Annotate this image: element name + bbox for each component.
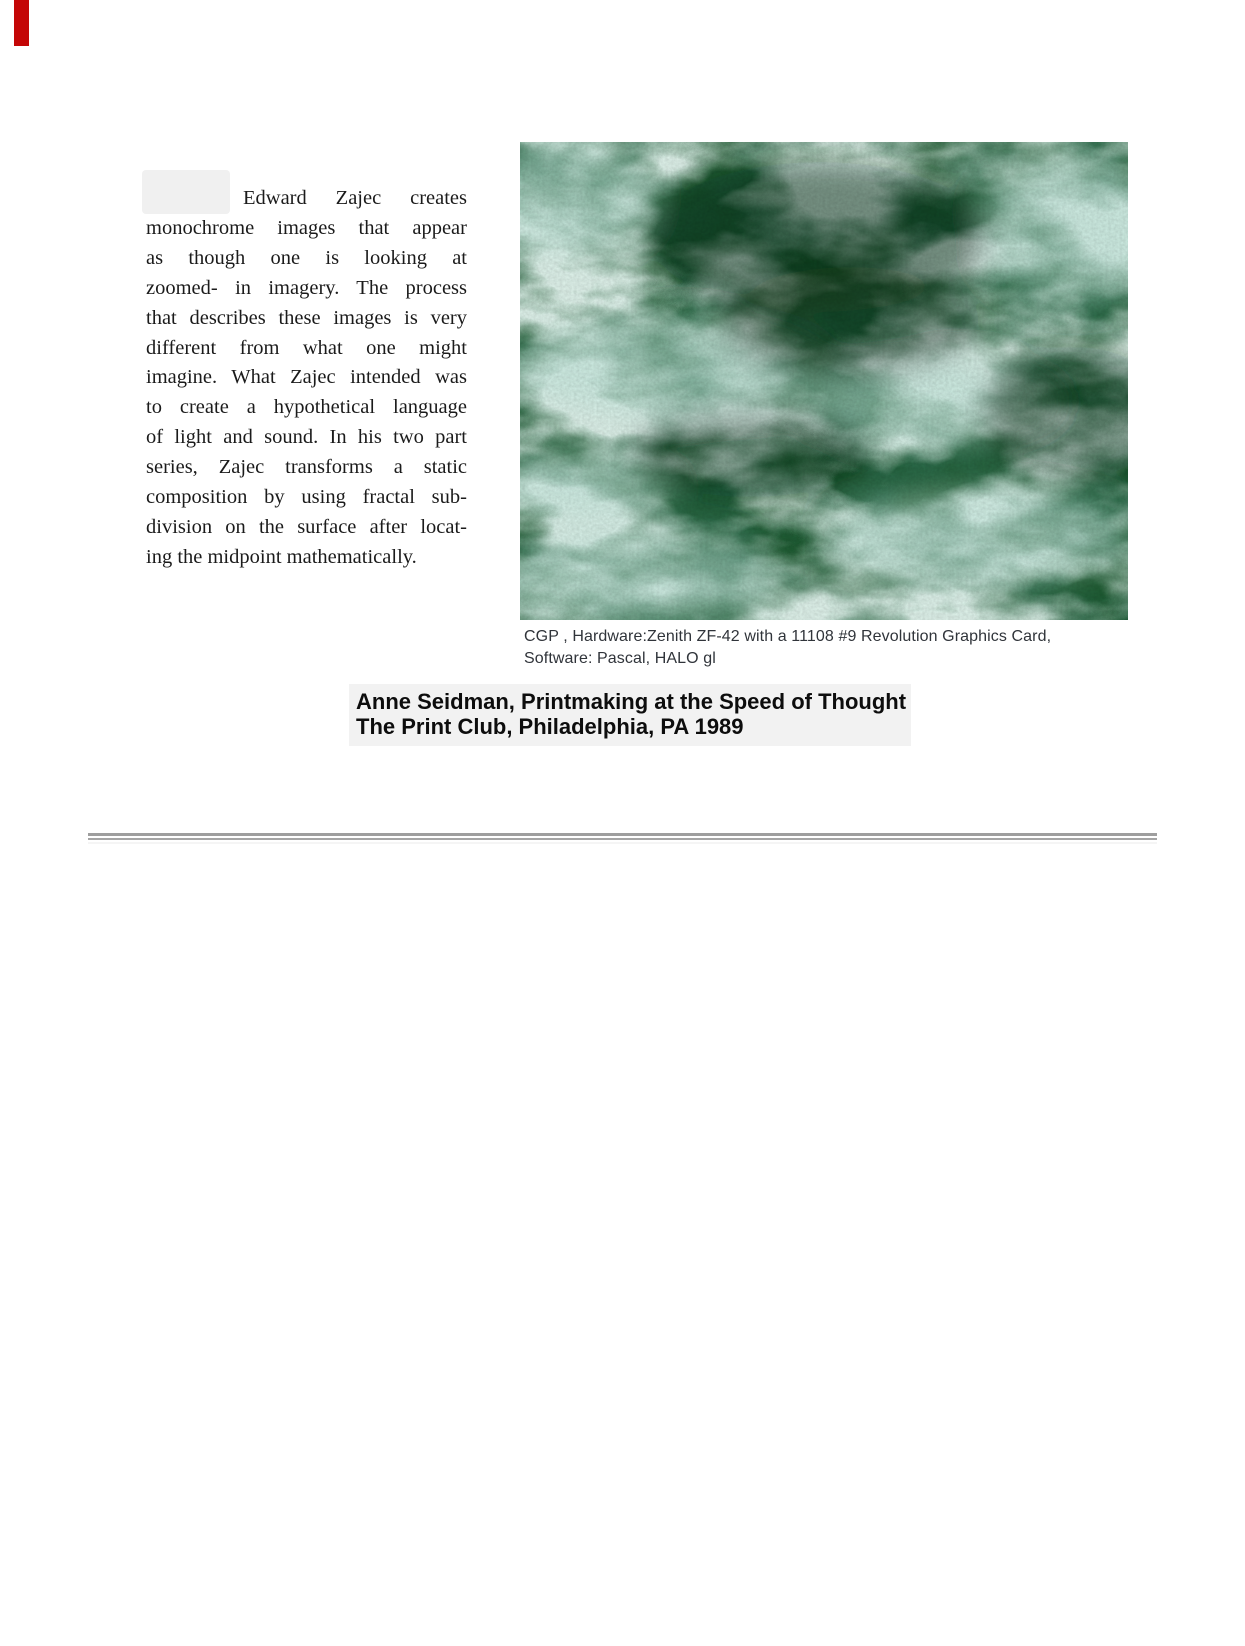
section-divider [88,833,1157,844]
paragraph-line: zoomed- in imagery. The process [146,276,467,299]
divider-faint-rule [88,842,1157,844]
paragraph-line: that describes these images is very [146,306,467,329]
article-paragraph [146,184,467,573]
fractal-image-canvas [520,142,1128,620]
fractal-image [520,142,1128,620]
paragraph-line: series, Zajec transforms a static [146,456,467,479]
scan-red-mark [14,0,29,46]
paragraph-line: imagine. What Zajec intended was [146,366,467,389]
credit-block [356,689,906,739]
paragraph-line: to create a hypothetical language [146,396,467,419]
credit-line-2: The Print Club, Philadelphia, PA 1989 [356,714,744,739]
paragraph-line: ing the midpoint mathematically. [146,545,417,568]
figure-caption [524,626,1132,670]
paragraph-line: monochrome images that appear [146,216,467,239]
paragraph-line: Edward Zajec creates [243,187,467,209]
credit-line-1: Anne Seidman, Printmaking at the Speed of Thought [356,689,907,714]
figure-caption-line-1: CGP , Hardware:Zenith ZF-42 with a 11108 #9 Revolution Graphics Card, [524,628,1052,645]
paragraph-line: different from what one might [146,336,467,359]
paragraph-line: division on the surface after locat- [146,515,467,538]
paragraph-line: composition by using fractal sub- [146,486,467,509]
paragraph-line: as though one is looking at [146,246,467,269]
paragraph-line: of light and sound. In his two part [146,426,467,449]
figure-caption-line-2: Software: Pascal, HALO gl [524,650,716,667]
